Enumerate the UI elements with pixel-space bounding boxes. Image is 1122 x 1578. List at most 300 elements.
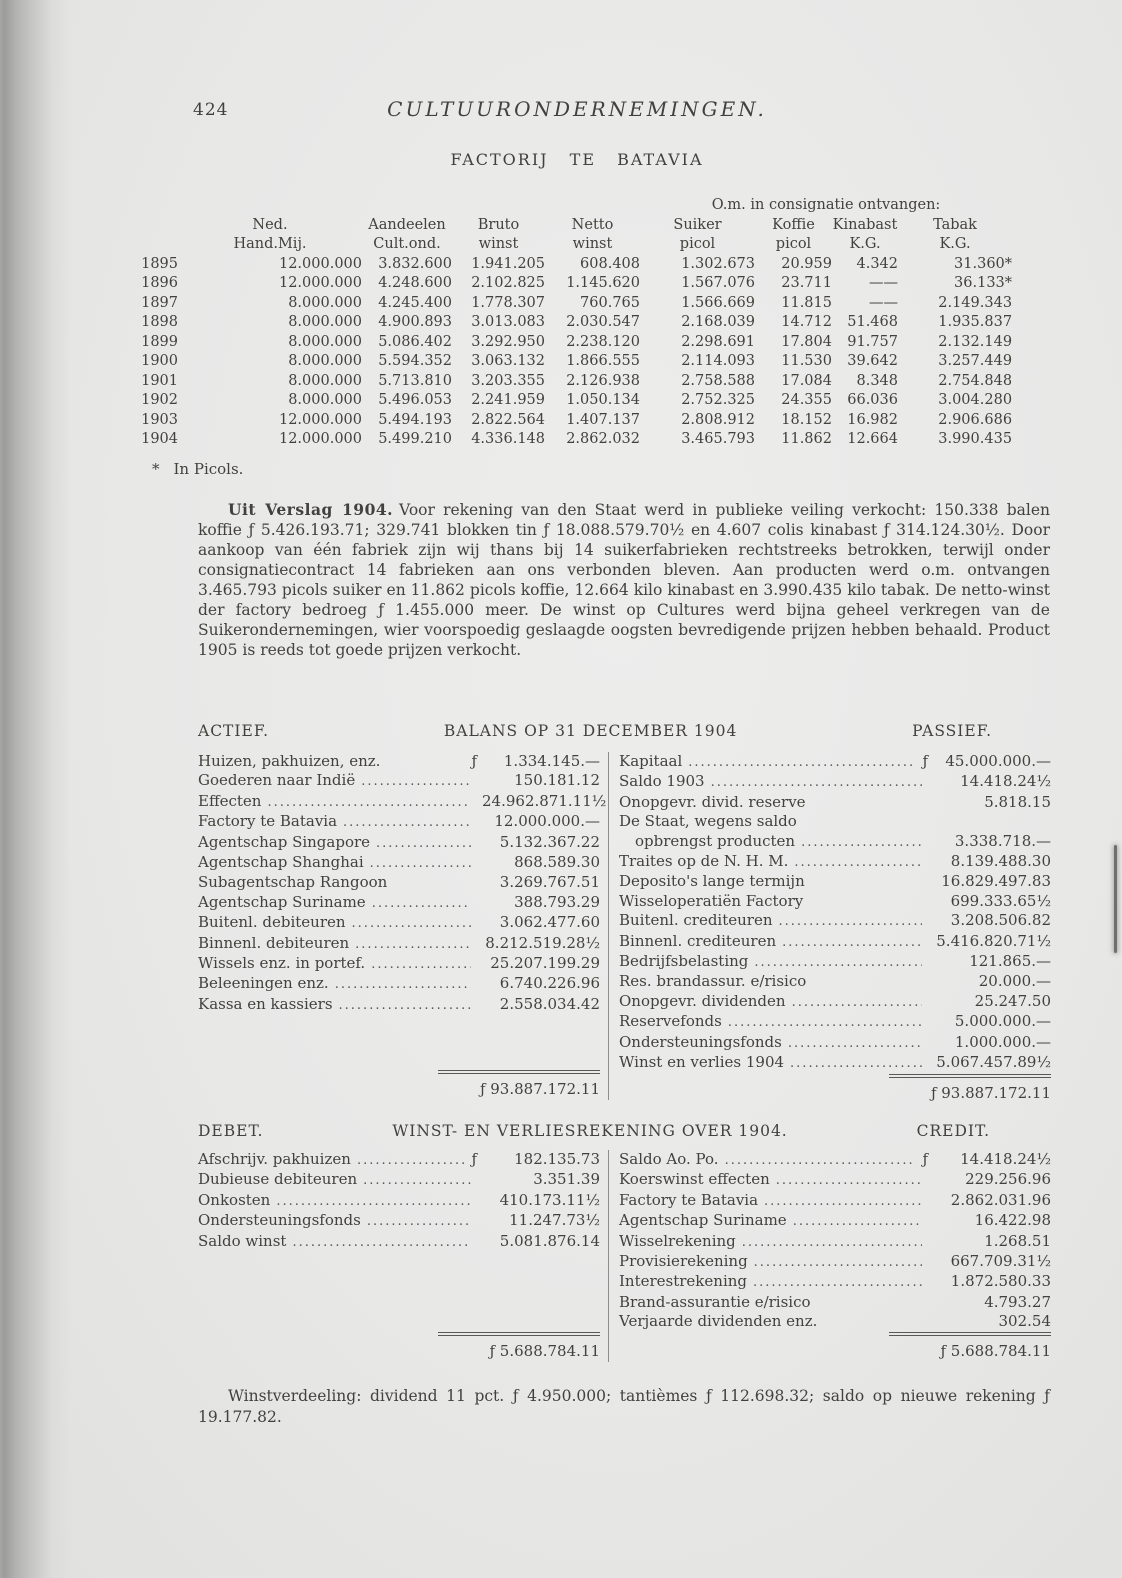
account-row (198, 1150, 600, 1170)
currency-symbol: ƒ (471, 1150, 477, 1168)
account-row (619, 911, 1051, 931)
dotted-leader (776, 1170, 922, 1190)
debet-label: DEBET. (198, 1122, 264, 1140)
account-amount: 16.829.497.83 (941, 872, 1051, 891)
account-label: Binnenl. crediteuren (619, 931, 777, 950)
balans-passief-column (609, 752, 1051, 1100)
totals-row (198, 1332, 600, 1362)
account-row (198, 954, 600, 974)
account-amount: 3.351.39 (533, 1170, 600, 1189)
account-label: Saldo winst (198, 1231, 287, 1250)
dotted-leader (792, 992, 922, 1012)
account-amount: 6.740.226.96 (499, 974, 600, 993)
account-label: Onopgevr. divid. reserve (619, 792, 806, 811)
table-row (140, 430, 1012, 450)
balans-actief-label: ACTIEF. (198, 722, 270, 740)
total-amount: ƒ 93.887.172.11 (438, 1070, 600, 1098)
account-label: Beleeningen enz. (198, 974, 329, 993)
account-label: Ondersteuningsfonds (198, 1211, 361, 1230)
account-amount: 2.558.034.42 (499, 994, 600, 1013)
scan-edge-artifact (1114, 845, 1117, 953)
account-label: Agentschap Singapore (198, 832, 371, 851)
dotted-leader (276, 1191, 471, 1211)
value-cell: 2.126.938 (566, 372, 640, 389)
balans-passief-label: PASSIEF. (912, 722, 992, 740)
value-cell: 51.468 (847, 314, 898, 330)
account-amount: 1.000.000.— (954, 1032, 1051, 1051)
balans-sheet (198, 752, 1050, 1100)
total-amount: ƒ 5.688.784.11 (438, 1332, 600, 1360)
account-amount: 4.793.27 (984, 1292, 1051, 1311)
account-row (619, 1211, 1051, 1231)
dotted-leader (343, 812, 471, 832)
dotted-leader (742, 1232, 922, 1252)
account-label: Onkosten (198, 1190, 271, 1209)
account-amount: 3.062.477.60 (499, 913, 600, 932)
binding-shadow (0, 0, 72, 1578)
account-row (198, 974, 600, 994)
account-label: Dubieuse debiteuren (198, 1170, 358, 1189)
account-row (619, 892, 1051, 911)
table-row (140, 294, 1012, 314)
value-cell: 2.030.547 (566, 314, 640, 330)
account-amount: 11.247.73½ (509, 1211, 600, 1230)
value-cell: 2.238.120 (566, 333, 640, 350)
value-cell: 12.000.000 (278, 431, 362, 447)
balans-header (198, 722, 1050, 740)
value-cell: 4.336.148 (471, 431, 545, 447)
account-row (619, 932, 1051, 952)
account-label: Subagentschap Rangoon (198, 873, 388, 892)
account-label: Winst en verlies 1904 (619, 1053, 785, 1072)
account-row (198, 1170, 600, 1190)
account-row (619, 992, 1051, 1012)
value-cell: 5.086.402 (378, 333, 452, 350)
value-cell: 3.465.793 (681, 431, 755, 447)
value-cell: 5.494.193 (378, 411, 452, 428)
account-label: Ondersteuningsfonds (619, 1032, 782, 1051)
account-label: Agentschap Shanghai (198, 853, 364, 872)
dotted-leader (782, 932, 922, 952)
value-cell: 8.348 (856, 372, 898, 389)
debet-column (198, 1150, 609, 1362)
account-amount: 302.54 (998, 1312, 1051, 1331)
account-row (619, 812, 1051, 831)
winst-verlies-sheet (198, 1150, 1050, 1362)
value-cell: 1.145.620 (566, 275, 640, 291)
account-label: Brand-assurantie e/risico (619, 1292, 811, 1311)
dotted-leader (788, 1033, 922, 1053)
value-cell: 2.808.912 (681, 411, 755, 428)
account-label: Wisselrekening (619, 1231, 736, 1250)
account-row (619, 1150, 1051, 1170)
value-cell: 17.804 (781, 333, 832, 350)
account-row (619, 1170, 1051, 1190)
account-row (198, 1232, 600, 1252)
account-row (619, 1312, 1051, 1331)
value-cell: 1.778.307 (471, 294, 545, 311)
account-amount: 5.000.000.— (954, 1012, 1051, 1031)
value-cell: 2.114.093 (681, 353, 755, 369)
account-amount: 5.067.457.89½ (936, 1053, 1051, 1072)
value-cell: 39.642 (847, 353, 898, 369)
value-cell: 2.132.149 (938, 333, 1013, 350)
account-amount: 5.416.820.71½ (936, 931, 1051, 950)
value-cell: 2.149.343 (938, 294, 1013, 311)
account-label: Traites op de N. H. M. (619, 852, 789, 871)
winst-verlies-title: WINST- EN VERLIESREKENING OVER 1904. (392, 1122, 788, 1140)
account-amount: 388.793.29 (514, 892, 600, 911)
account-label: Agentschap Suriname (619, 1211, 787, 1230)
value-cell: 8.000.000 (288, 314, 362, 330)
value-cell: 760.765 (580, 294, 640, 311)
section-title: FACTORIJ TE BATAVIA (450, 150, 704, 169)
account-row (198, 913, 600, 933)
account-label: Buitenl. debiteuren (198, 913, 346, 932)
dotted-leader (339, 995, 471, 1015)
column-header: Hand.Mij. (233, 236, 307, 252)
account-amount: 25.247.50 (974, 991, 1051, 1010)
column-header: Tabak (933, 216, 977, 233)
dotted-leader (754, 1252, 922, 1272)
dotted-leader (335, 974, 471, 994)
value-cell: 18.152 (781, 411, 832, 428)
column-header: K.G. (849, 236, 881, 252)
column-header: picol (775, 236, 812, 252)
value-cell: 2.862.032 (566, 431, 640, 447)
value-cell: 2.102.825 (471, 275, 545, 291)
account-row (619, 1053, 1051, 1073)
account-amount: 1.334.145.— (503, 752, 600, 770)
account-amount: 3.269.767.51 (499, 873, 600, 892)
value-cell: 3.063.132 (471, 353, 545, 369)
total-amount: ƒ 5.688.784.11 (889, 1332, 1051, 1360)
account-row (619, 1191, 1051, 1211)
value-cell: 1.407.137 (566, 411, 640, 428)
value-cell: 4.342 (856, 255, 898, 272)
credit-column (609, 1150, 1051, 1362)
column-header: winst (478, 236, 519, 252)
dotted-leader (711, 772, 922, 792)
account-amount: 2.862.031.96 (950, 1190, 1051, 1209)
account-row (619, 1252, 1051, 1272)
account-label: De Staat, wegens saldo (619, 812, 797, 831)
balans-actief-column (198, 752, 609, 1100)
dotted-leader (794, 852, 922, 872)
dotted-leader (779, 911, 922, 931)
dotted-leader (725, 1150, 917, 1170)
value-cell: 3.292.950 (471, 333, 545, 350)
account-amount: 1.872.580.33 (950, 1272, 1051, 1291)
value-cell: 1.302.673 (681, 255, 755, 272)
account-amount: 229.256.96 (965, 1170, 1051, 1189)
account-label: Goederen naar Indië (198, 771, 356, 790)
account-amount: 410.173.11½ (499, 1190, 600, 1209)
verslag-lead: Uit Verslag 1904. (228, 500, 394, 519)
dotted-leader (372, 893, 471, 913)
account-amount: 121.865.— (969, 952, 1051, 971)
account-label: Interestrekening (619, 1272, 747, 1291)
value-cell: 2.752.325 (681, 392, 755, 408)
dotted-leader (371, 954, 471, 974)
account-row (198, 893, 600, 913)
column-header: Aandeelen (368, 216, 446, 233)
account-row (198, 791, 607, 812)
account-row (619, 832, 1051, 852)
account-label: Buitenl. crediteuren (619, 911, 773, 930)
account-label: Saldo Ao. Po. (619, 1150, 719, 1168)
account-label: Effecten (198, 791, 262, 810)
dotted-leader (357, 1150, 466, 1170)
page-number: 424 (193, 100, 229, 120)
value-cell: 4.248.600 (378, 275, 452, 291)
value-cell: 12.000.000 (278, 411, 362, 428)
table-header-row-1 (140, 216, 1012, 236)
column-header: Suiker (673, 216, 722, 233)
account-amount: 45.000.000.— (945, 752, 1051, 770)
dotted-leader (361, 771, 471, 791)
account-row (619, 1033, 1051, 1053)
value-cell: 2.754.848 (938, 372, 1013, 389)
dotted-leader (793, 1211, 922, 1231)
value-cell: 23.711 (781, 275, 832, 291)
value-cell: 11.862 (781, 431, 832, 447)
year-cell: 1896 (141, 275, 178, 291)
value-cell: 2.168.039 (681, 314, 755, 330)
value-cell: 8.000.000 (288, 294, 362, 311)
dotted-leader (764, 1191, 922, 1211)
account-label: Agentschap Suriname (198, 892, 366, 911)
account-row (198, 833, 600, 853)
year-cell: 1895 (141, 255, 178, 272)
value-cell: 36.133* (954, 275, 1013, 291)
value-cell: 12.664 (847, 431, 898, 447)
dotted-leader (376, 833, 471, 853)
value-cell: 3.990.435 (938, 431, 1013, 447)
table-row (140, 333, 1012, 353)
consignatie-group-header: O.m. in consignatie ontvangen: (711, 197, 941, 213)
value-cell: 8.000.000 (288, 353, 362, 369)
value-cell: 2.298.691 (681, 333, 755, 350)
value-cell: 5.594.352 (378, 353, 452, 369)
table-row (140, 372, 1012, 392)
value-cell: 12.000.000 (278, 255, 362, 272)
dotted-leader (370, 853, 471, 873)
value-cell: 31.360* (954, 255, 1013, 272)
dotted-leader (688, 752, 916, 772)
account-amount: 25.207.199.29 (490, 954, 600, 973)
dotted-leader (267, 792, 471, 812)
dotted-leader (292, 1232, 471, 1252)
account-label: Deposito's lange termijn (619, 872, 805, 891)
account-row (619, 872, 1051, 891)
column-header: winst (572, 236, 613, 252)
value-cell: 5.496.053 (378, 392, 452, 408)
value-cell: 5.499.210 (378, 431, 452, 447)
value-cell: 2.758.588 (681, 372, 755, 389)
factorij-table (140, 196, 1012, 450)
dotted-leader (754, 952, 922, 972)
year-cell: 1899 (141, 333, 178, 350)
year-cell: 1901 (141, 372, 178, 389)
value-cell: 14.712 (781, 314, 832, 330)
account-amount: 868.589.30 (514, 853, 600, 872)
value-cell: 1.050.134 (566, 392, 640, 408)
value-cell: 3.832.600 (378, 255, 452, 272)
value-cell: 1.567.076 (681, 275, 755, 291)
footnote-asterisk: * (152, 460, 160, 478)
account-label: Factory te Batavia (198, 812, 338, 831)
account-row (619, 1012, 1051, 1032)
value-cell: 3.004.280 (938, 392, 1013, 408)
account-row (619, 772, 1051, 792)
account-amount: 182.135.73 (514, 1150, 600, 1168)
verslag-paragraph (198, 500, 1050, 660)
account-amount: 3.208.506.82 (950, 911, 1051, 930)
account-row (198, 873, 600, 892)
value-cell: —— (869, 294, 898, 311)
value-cell: 1.935.837 (938, 314, 1013, 330)
column-header: Kinabast (832, 216, 898, 233)
year-cell: 1900 (141, 353, 178, 369)
account-label: Reservefonds (619, 1012, 722, 1031)
credit-label: CREDIT. (916, 1122, 990, 1140)
currency-symbol: ƒ (922, 752, 928, 770)
column-header: picol (679, 236, 716, 252)
dotted-leader (753, 1272, 922, 1292)
footnote-text: In Picols. (173, 460, 244, 478)
value-cell: 608.408 (580, 255, 640, 272)
account-row (619, 1232, 1051, 1252)
account-amount: 14.418.24½ (960, 1150, 1051, 1168)
value-cell: 17.084 (781, 372, 832, 389)
account-amount: 20.000.— (978, 972, 1051, 991)
dotted-leader (355, 934, 471, 954)
table-group-header-row (140, 196, 1012, 216)
account-label: Provisierekening (619, 1252, 748, 1271)
account-row (198, 853, 600, 873)
value-cell: 5.713.810 (378, 372, 452, 389)
account-amount: 667.709.31½ (950, 1252, 1051, 1271)
account-label: Res. brandassur. e/risico (619, 972, 807, 991)
table-row (140, 313, 1012, 333)
value-cell: 66.036 (847, 392, 898, 408)
account-amount: 3.338.718.— (954, 831, 1051, 850)
account-label: Kassa en kassiers (198, 994, 333, 1013)
value-cell: 11.530 (781, 353, 832, 369)
account-row (619, 972, 1051, 991)
dotted-leader (367, 1211, 471, 1231)
dotted-leader (728, 1012, 922, 1032)
totals-row (619, 1074, 1051, 1104)
account-row (198, 1211, 600, 1231)
currency-symbol: ƒ (922, 1150, 928, 1168)
account-amount: 5.818.15 (984, 792, 1051, 811)
account-row (198, 1191, 600, 1211)
column-header: K.G. (939, 236, 971, 252)
value-cell: 12.000.000 (278, 275, 362, 291)
account-amount: 12.000.000.— (494, 812, 600, 831)
value-cell: 4.900.893 (378, 314, 452, 330)
account-label: Koerswinst effecten (619, 1170, 770, 1189)
value-cell: 1.866.555 (566, 353, 640, 369)
account-label: Onopgevr. dividenden (619, 991, 786, 1010)
table-row (140, 352, 1012, 372)
account-row (198, 934, 600, 954)
value-cell: 16.982 (847, 411, 898, 428)
account-label: Wisseloperatiën Factory (619, 891, 804, 910)
value-cell: 3.013.083 (471, 314, 545, 330)
column-header: Koffie (772, 216, 815, 233)
year-cell: 1903 (141, 411, 178, 428)
table-row (140, 411, 1012, 431)
account-label: Saldo 1903 (619, 772, 705, 791)
column-header: Bruto (477, 216, 520, 233)
year-cell: 1897 (141, 294, 178, 311)
account-label: Factory te Batavia (619, 1190, 759, 1209)
account-label: Huizen, pakhuizen, enz. (198, 752, 381, 770)
value-cell: 24.355 (781, 392, 832, 408)
dotted-leader (790, 1053, 922, 1073)
account-row (198, 771, 600, 791)
value-cell: —— (869, 275, 898, 291)
account-label: Verjaarde dividenden enz. (619, 1312, 818, 1331)
account-row (619, 752, 1051, 772)
year-cell: 1904 (141, 431, 178, 447)
value-cell: 3.257.449 (938, 353, 1013, 369)
account-row (619, 1272, 1051, 1292)
account-row (619, 852, 1051, 872)
table-row (140, 255, 1012, 275)
account-label: opbrengst producten (635, 831, 796, 850)
currency-symbol: ƒ (471, 752, 477, 770)
dotted-leader (352, 913, 471, 933)
table-row (140, 391, 1012, 411)
value-cell: 3.203.355 (471, 372, 545, 389)
year-cell: 1902 (141, 392, 178, 408)
value-cell: 20.959 (781, 255, 832, 272)
account-amount: 5.081.876.14 (499, 1231, 600, 1250)
column-header: Cult.ond. (373, 236, 441, 252)
value-cell: 91.757 (847, 333, 898, 350)
value-cell: 4.245.400 (378, 294, 452, 311)
value-cell: 1.941.205 (471, 255, 545, 272)
totals-row (198, 1070, 600, 1100)
value-cell: 8.000.000 (288, 392, 362, 408)
verslag-body: Voor rekening van den Staat werd in publieke veiling verkocht: 150.338 balen koffie ƒ 5.426.193.71; 329.741 blokken tin ƒ 18.088.579.70½ en 4.607 colis kinabast ƒ 314.124.30½. Door aankoop van één fabriek zijn wij thans bij 14 suikerfabrieken rechtstreeks betrokken, terwijl onder consignatiecontract 14 fabrieken aan ons verbonden bleven. Aan producten werd o.m. ontvangen 3.465.793 picols suiker en 11.862 picols koffie, 12.664 kilo kinabast en 3.990.435 kilo tabak. De netto-winst der factory bedroeg ƒ 1.455.000 meer. De winst op Cultures werd bijna geheel verkregen van de Suikerondernemingen, wier voorspoedig geslaagde oogsten bevredigende prijzen hebben behaald. Product 1905 is reeds tot goede prijzen verkocht. (198, 501, 1050, 659)
value-cell: 1.566.669 (681, 294, 755, 311)
account-row (198, 752, 600, 771)
account-label: Binnenl. debiteuren (198, 933, 350, 952)
account-row (619, 952, 1051, 972)
account-amount: 8.212.519.28½ (485, 933, 600, 952)
account-label: Wissels enz. in portef. (198, 954, 366, 973)
column-header: Ned. (252, 216, 288, 233)
value-cell: 2.906.686 (938, 411, 1013, 428)
running-title: CULTUURONDERNEMINGEN. (387, 97, 767, 121)
totals-row (619, 1332, 1051, 1362)
account-amount: 8.139.488.30 (950, 852, 1051, 871)
value-cell: 11.815 (781, 294, 832, 311)
account-amount: 16.422.98 (974, 1211, 1051, 1230)
value-cell: 2.822.564 (471, 411, 545, 428)
table-footnote (152, 460, 243, 478)
table-header-row-2 (140, 235, 1012, 255)
account-amount: 699.333.65½ (950, 891, 1051, 910)
account-row (198, 812, 600, 832)
column-header: Netto (571, 216, 614, 233)
dotted-leader (801, 832, 922, 852)
